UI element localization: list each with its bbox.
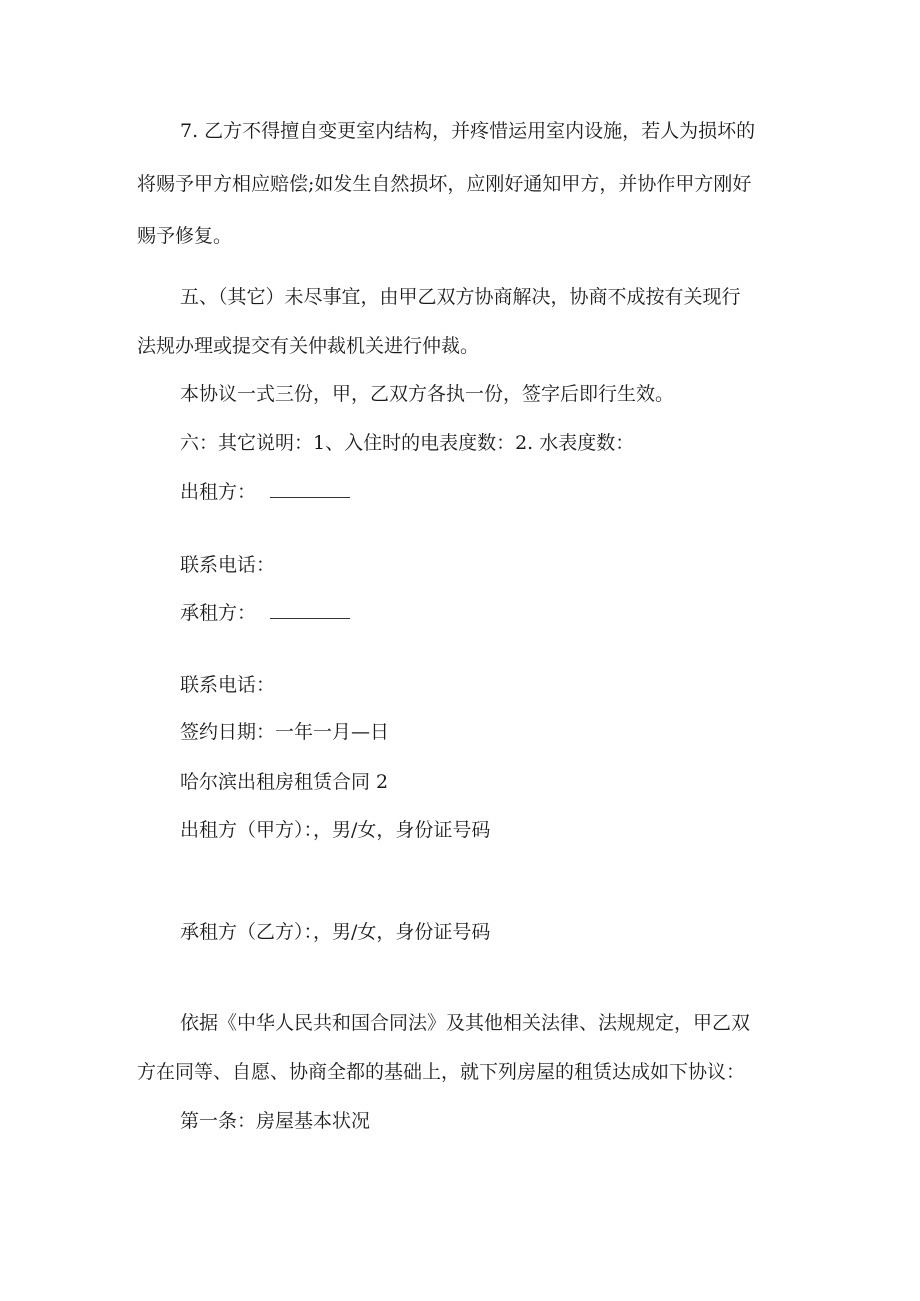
lessee-signature-blank bbox=[270, 600, 350, 619]
lessor-label: 出租方： bbox=[180, 481, 257, 503]
lessor-signature-line bbox=[180, 479, 350, 504]
lessor-phone-label: 联系电话： bbox=[180, 554, 276, 576]
section5-line2: 法规办理或提交有关仲裁机关进行仲裁。 bbox=[137, 335, 480, 357]
section5-line1: 五、（其它）未尽事宜，由甲乙双方协商解决，协商不成按有关现行 bbox=[180, 286, 741, 308]
lessee-phone-label: 联系电话： bbox=[180, 674, 276, 696]
clause7-line1: 7. 乙方不得擅自变更室内结构，并疼惜运用室内设施，若人为损坏的 bbox=[180, 120, 756, 142]
clause7-line3: 赐予修复。 bbox=[137, 225, 233, 247]
lessee-label: 承租方： bbox=[180, 602, 257, 624]
clause7-line2: 将赐予甲方相应赔偿;如发生自然损坏，应刚好通知甲方，并协作甲方刚好 bbox=[137, 173, 752, 195]
party-a-line: 出租方（甲方）：，男/女，身份证号码 bbox=[180, 819, 491, 841]
party-b-line: 承租方（乙方）：，男/女，身份证号码 bbox=[180, 921, 491, 943]
sign-date: 签约日期：一年一月—日 bbox=[180, 721, 390, 743]
article1-heading: 第一条：房屋基本状况 bbox=[180, 1110, 371, 1132]
section6-notes: 六：其它说明：1、入住时的电表度数：2. 水表度数： bbox=[180, 432, 635, 454]
basis-line1: 依据《中华人民共和国合同法》及其他相关法律、法规规定，甲乙双 bbox=[180, 1012, 751, 1034]
contract2-title: 哈尔滨出租房租赁合同 2 bbox=[180, 771, 389, 793]
lessee-signature-line bbox=[180, 600, 350, 625]
basis-line2: 方在同等、自愿、协商全都的基础上，就下列房屋的租赁达成如下协议： bbox=[137, 1061, 746, 1083]
copies-clause: 本协议一式三份，甲，乙双方各执一份，签字后即行生效。 bbox=[180, 383, 675, 405]
lessor-signature-blank bbox=[270, 479, 350, 498]
